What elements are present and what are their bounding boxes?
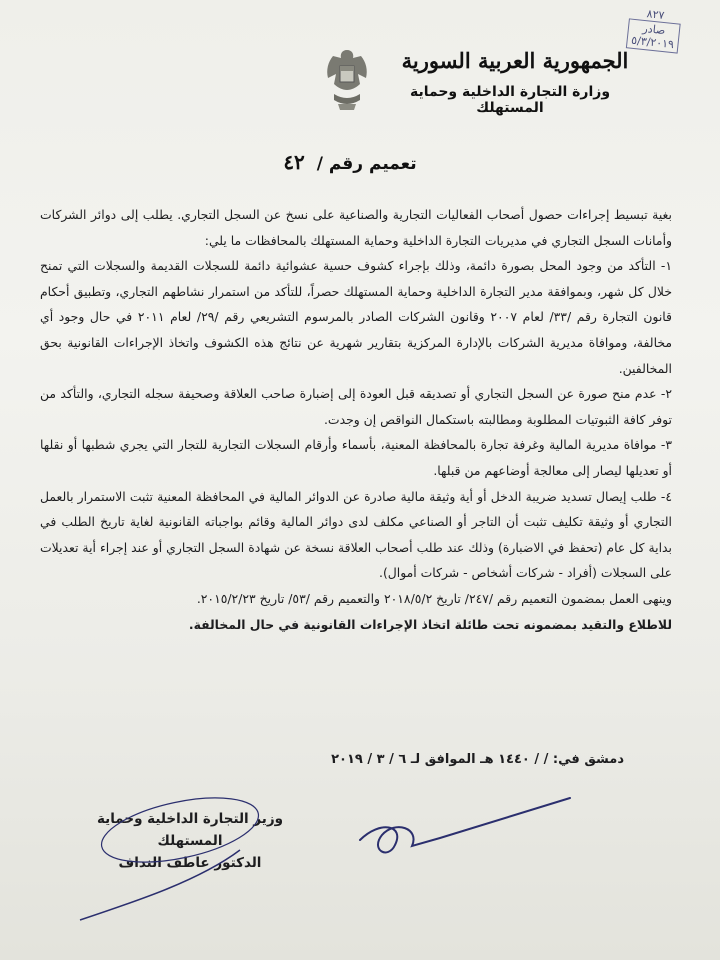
ministry-heading: وزارة التجارة الداخلية وحماية المستهلك bbox=[409, 84, 611, 116]
item-text: التأكد من وجود المحل بصورة دائمة، وذلك بإجراء كشوف حسية عشوائية دائمة للسجلات القديمة والسجلات التي تمنح خلال كل شهر، وبموافقة مدير التجارة الداخلية وحماية المستهلك حصراً، للتأكد من استمرار نشاطهم التجاري، وتطبيق أحكام قانون التجارة رقم /٣٣/ لعام ٢٠٠٧ وقانون الشركات الصادر بالمرسوم التشريعي رقم /٢٩/ لعام ٢٠١١ في حال وجود أي مخالفة، وموافاة مديرية الشركات بالإدارة المركزية بتقارير شهرية عن نتائج هذه الكشوف واتخاذ الإجراءات القانونية بحق المخالفين. bbox=[40, 258, 672, 376]
circular-label: تعميم رقم / bbox=[316, 154, 417, 174]
cancel-note: وينهى العمل بمضمون التعميم رقم /٢٤٧/ تاريخ ٢٠١٨/٥/٢ والتعميم رقم /٥٣/ تاريخ ٢٠١٥/٢/٢٣. bbox=[196, 590, 672, 606]
circular-title bbox=[240, 150, 460, 174]
list-item bbox=[40, 432, 672, 483]
item-text: طلب إيصال تسديد ضريبة الدخل أو أية وثيقة مالية صادرة عن الدوائر المالية في المحافظة المعنية تثبت الاستمرار بالعمل التجاري أو وثيقة تكليف تثبت أن التاجر أو الصناعي مكلف لدى دوائر المالية وقائم بواجباته القانونية لغاية تاريخ الطلب في بداية كل عام (تحفظ في الاضبارة) وذلك عند طلب أصحاب العلاقة نسخة عن شهادة السجل التجاري أو عند إجراء أية تعديلات على السجلات (أفراد - شركات أشخاص - شركات أموال). bbox=[40, 488, 672, 581]
syrian-eagle-emblem-icon bbox=[318, 44, 376, 116]
stamp-box bbox=[625, 18, 681, 53]
incoming-stamp bbox=[612, 4, 696, 54]
list-item bbox=[40, 253, 672, 381]
stamp-number: ٨٢٧ bbox=[646, 7, 666, 22]
intro-paragraph: بغية تبسيط إجراءات حصول أصحاب الفعاليات التجارية والصناعية على نسخ عن السجل التجاري. يطلب إلى دوائر الشركات وأمانات السجل التجاري في مديريات التجارة الداخلية وحماية المستهلك بالمحافظات ما يلي: bbox=[40, 207, 672, 248]
item-text: عدم منح صورة عن السجل التجاري أو تصديقه قبل العودة إلى إضبارة صاحب العلاقة وصحيفة سجله التجاري، والتأكد من توفر كافة الثبوتيات المطلوبة ومطالبته باستكمال النواقص إن وجدت. bbox=[40, 386, 672, 427]
item-number: ٤- bbox=[660, 488, 672, 504]
circular-body bbox=[40, 202, 672, 637]
date-line: دمشق في: / / ١٤٤٠ هـ الموافق لـ ٦ / ٣ / ٢٠١٩ bbox=[331, 752, 624, 767]
minister-block bbox=[70, 808, 310, 874]
item-number: ٢- bbox=[660, 386, 672, 402]
minister-name: الدكتور عاطف النداف bbox=[118, 855, 262, 871]
stamp-date: ٥/٣/٢٠١٩ bbox=[630, 33, 675, 52]
item-number: ١- bbox=[660, 258, 672, 274]
stamp-label: صادر bbox=[641, 21, 667, 38]
republic-heading: الجمهورية العربية السورية bbox=[401, 48, 629, 73]
circular-number: ٤٢ bbox=[283, 150, 305, 174]
minister-title: وزير التجارة الداخلية وحماية المستهلك bbox=[96, 811, 284, 849]
item-number: ٣- bbox=[660, 437, 672, 453]
list-item bbox=[40, 484, 672, 586]
list-item bbox=[40, 381, 672, 432]
item-text: موافاة مديرية المالية وغرفة تجارة بالمحافظة المعنية، بأسماء وأرقام السجلات التجارية للتجار التي يجري شطبها أو نقلها أو تعديلها ليصار إلى معالجة أوضاعهم من قبلها. bbox=[40, 437, 672, 478]
closing-statement: للاطلاع والتقيد بمضمونه تحت طائلة اتخاذ الإجراءات القانونية في حال المخالفة. bbox=[188, 616, 672, 632]
